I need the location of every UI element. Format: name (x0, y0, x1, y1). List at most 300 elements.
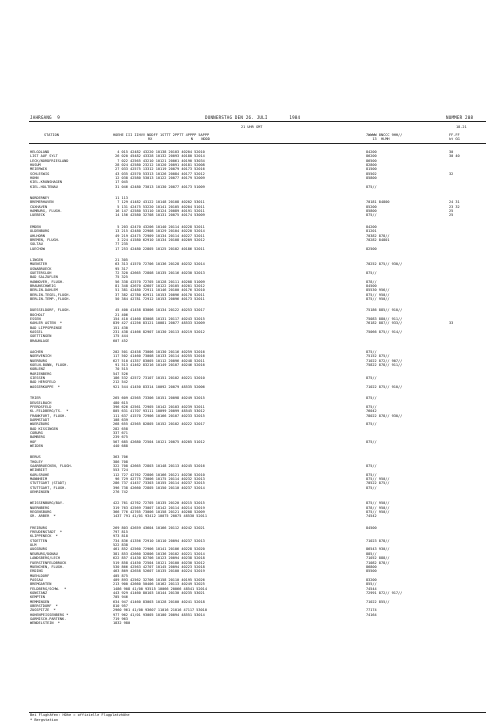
station-weather: 84500 (366, 525, 377, 530)
station-codes: 607 452 (113, 338, 128, 343)
group-spacer (366, 251, 402, 258)
station-name: KIEL-KRONSHAGEN (30, 180, 63, 185)
footnote-airports: Bei Flughäfen: HOhe = offizielle Flugplatzhöhe (30, 713, 130, 717)
station-codes: 213 900 42660 50406 10162 20113 40249 52025 (113, 582, 205, 587)
columns-rule (29, 143, 486, 144)
station-name: KONSTANZ (30, 590, 48, 595)
station-weather: 70522 875// (366, 481, 390, 486)
station-weather: 70382 878// (366, 233, 390, 238)
group-spacer (366, 343, 402, 350)
station-codes: 567 685 42680 72504 10121 20075 40205 51012 (113, 439, 205, 444)
station-wind: 25 (449, 209, 454, 214)
station-name: HELGOLAND (30, 150, 50, 154)
issue-label: JAHRGANG 9 (30, 115, 60, 120)
station-weather: 86543 930// (366, 547, 390, 552)
station-wind: 30 40 (449, 154, 460, 159)
station-names-column (30, 150, 73, 626)
station-wind: 23 32 (449, 204, 460, 209)
station-codes: 386 708 (113, 459, 128, 464)
station-codes: 26 020 45482 43328 10132 20093 40180 52014 (113, 154, 205, 159)
group-spacer (113, 519, 207, 526)
station-name: PASSAU (30, 577, 43, 582)
station-name: MARIENBERG (30, 371, 52, 376)
station-weather: 74164 (366, 612, 377, 617)
group-spacer (449, 519, 460, 526)
station-weather: 82500 (366, 246, 377, 251)
group-spacer (113, 389, 207, 396)
station-weather: 71022 875// 910// (366, 384, 403, 389)
group-spacer (366, 218, 402, 225)
station-weather (366, 621, 402, 625)
station-name: DUESSELDORF, FLUGH. (30, 308, 71, 313)
station-name: REGENSBURG (30, 510, 52, 515)
station-weather: 76182 887// 933// (366, 321, 403, 326)
observation-time: 21 UHR GMT (241, 125, 263, 129)
station-name: HOF (30, 439, 37, 444)
station-weather: 878// (366, 279, 377, 284)
station-name: GR. ARBER * (30, 514, 56, 519)
station-name: KAHLER ASTEN * (30, 321, 63, 326)
station-name: KEMPTEN (30, 595, 45, 600)
station-codes: 43 035 42570 53313 10126 20084 40177 52012 (113, 171, 205, 176)
station-codes: 519 858 41450 72504 10121 20100 40230 52012 (113, 560, 205, 565)
station-weather: 875// (366, 270, 377, 275)
station-codes: 810 957 (113, 603, 128, 608)
station-weather: 875// 950// (366, 477, 390, 481)
station-codes: 480 615 (113, 400, 128, 405)
station-weather: 86200 (366, 154, 377, 159)
header-rule (29, 121, 486, 122)
station-weather: 875// 950// (366, 296, 390, 301)
station-name: LIST AUF SYLT (30, 154, 58, 159)
station-name: FREIBURG (30, 525, 48, 530)
station-codes: 5 203 42470 43206 10140 20114 40228 52011 (113, 224, 205, 229)
group-spacer (366, 494, 402, 501)
station-name: WEISSENBURG/BAY. (30, 501, 65, 506)
station-name: LUEBECK (30, 213, 45, 218)
station-codes: 11 113 (113, 196, 128, 201)
station-codes: 805 631 41707 93111 10099 20099 48545 53012 (113, 409, 205, 414)
station-weather: 875// (366, 472, 377, 477)
station-name: CUXHAVEN (30, 204, 48, 209)
station-weather: 875// (366, 485, 377, 490)
station-wind (449, 621, 460, 625)
station-name: STUTTGART, FLUGH. (30, 485, 67, 490)
column-codes-sub: RX N NDDD (148, 137, 210, 141)
station-name: LINGEN (30, 257, 43, 262)
station-name: MEMMINGEN (30, 599, 50, 604)
station-codes: 440 688 (113, 443, 128, 448)
group-spacer (113, 494, 207, 501)
station-weather: 875// (366, 350, 377, 355)
station-name: WEINBIET (30, 468, 48, 473)
station-name: THOLEY (30, 459, 43, 464)
station-weather: 82800 (366, 163, 377, 168)
group-spacer (30, 448, 73, 455)
station-name: FELDBERG/SCHW. * (30, 586, 67, 591)
station-name: SAARBRUECKEN, FLUGH. (30, 463, 73, 468)
station-name: HOHN (30, 176, 39, 181)
station-name: TRIER (30, 396, 41, 401)
station-name: MEIERWIK (30, 167, 48, 172)
station-weather: 85200 (366, 204, 377, 209)
station-codes: 269 803 42659 43604 10166 20112 40242 52021 (113, 525, 205, 530)
group-spacer (30, 218, 73, 225)
station-weather: 71022 855// (366, 599, 390, 604)
station-codes: 977 962 41/01 93005 10100 20094 48551 53014 (113, 612, 205, 617)
station-name: GUETERSLOH (30, 270, 52, 275)
station-codes: 45 400 41458 83006 10134 20122 40253 52017 (113, 308, 205, 313)
station-weather: 70282 84801 (366, 237, 390, 242)
station-name: BREMERHAVEN (30, 200, 54, 205)
station-codes: 2960 961 41/00 93607 11016 21016 47117 53010 (113, 608, 207, 613)
station-name: NORDERNEY (30, 196, 50, 201)
station-name: HOHENPEISSENBERG * (30, 612, 69, 617)
station-weather: 81500 (366, 167, 377, 172)
group-spacer (113, 448, 207, 455)
station-name: BERUS (30, 455, 41, 460)
station-codes: 16 147 42580 53110 10124 20089 40191 52011 (113, 209, 205, 214)
station-weather: 74544 (366, 586, 377, 591)
group-spacer (449, 251, 460, 258)
station-codes: 443 929 41460 80103 10144 20130 40235 53021 (113, 590, 205, 595)
station-weather: 875// (366, 439, 377, 444)
station-codes: 921 544 41450 83314 10092 20079 48535 52006 (113, 384, 205, 389)
group-spacer (113, 251, 207, 258)
station-wind: 32 (449, 171, 454, 176)
station-weather: 83200 (366, 577, 377, 582)
station-codes: 1832 980 (113, 621, 131, 626)
station-name: BREMGARTEN (30, 582, 52, 587)
period-label: 18-21 (456, 125, 467, 129)
station-codes: 175 444 (113, 334, 128, 339)
station-codes: 111 637 41570 72906 10166 20107 40233 52015 (113, 413, 205, 418)
station-weather: 875// (366, 404, 377, 409)
station-name: EMDEN (30, 224, 41, 229)
station-weather: 75822 878// 911// (366, 363, 403, 368)
station-name: NUERNBERG (30, 505, 50, 510)
station-name: BERLIN-TEMP.,FLUGH. (30, 296, 71, 301)
station-name: BAMBERG (30, 435, 45, 440)
station-weather: 875// 950// (366, 501, 390, 506)
station-weather: 86500 (366, 158, 377, 163)
station-weather: 855// (366, 582, 377, 587)
station-codes: 276 742 (113, 490, 128, 495)
station-codes: 63 313 41570 72706 10136 20128 40232 52014 (113, 262, 205, 267)
station-weather: 875// (366, 463, 377, 468)
station-name: OSNABRUECK (30, 266, 52, 271)
station-name: WENDELSTEIN * (30, 621, 60, 626)
station-name: BRAUNLAGE (30, 338, 50, 343)
station-weather: 72991 872// 917// (366, 590, 403, 595)
station-name: MANNHEIM (30, 477, 48, 481)
station-codes: 21 406 (113, 312, 128, 317)
station-codes: 363 706 (113, 455, 128, 460)
station-weather: 875// 950// (366, 510, 390, 515)
group-spacer (113, 189, 207, 196)
station-codes: 268 655 42565 82805 10152 20102 40222 52017 (113, 422, 205, 427)
station-codes: 96 729 42775 73006 10175 20114 40232 52013 (113, 477, 205, 481)
station-name: AUGSBURG (30, 547, 48, 552)
station-name: KLIPPENECK * (30, 534, 58, 539)
group-spacer (113, 218, 207, 225)
station-name: HANNOVER, FLUGH. (30, 279, 65, 284)
station-name: BRAUNSCHWEIG (30, 283, 56, 288)
station-codes: 322 708 42665 72803 10148 20113 40245 52016 (113, 463, 205, 468)
group-spacer (449, 389, 460, 396)
station-name: KIEL-HOLTENAU (30, 184, 58, 189)
station-wind: 24 31 (449, 200, 460, 205)
station-name: LUECHOW (30, 246, 45, 251)
station-codes: 705 946 (113, 595, 128, 600)
station-codes: 319 763 42569 73007 10142 20114 40214 52019 (113, 505, 205, 510)
station-name: COBURG (30, 430, 43, 435)
station-codes: 973 818 (113, 534, 128, 539)
station-codes: 108 639 (113, 417, 128, 422)
station-name: KOELN-BONN, FLUGH. (30, 363, 69, 368)
station-name: MUENSTER (30, 262, 48, 267)
station-weather: 71082 878// (366, 560, 390, 565)
station-name: KL.FELDBERG/TS. * (30, 409, 69, 414)
station-weather: 84500 (366, 283, 377, 288)
station-codes: 77 235 (113, 242, 128, 247)
station-name: LANDSBERG/LECH (30, 556, 60, 561)
group-spacer (366, 448, 402, 455)
station-codes: 212 542 (113, 380, 128, 385)
station-name: GIESSEN (30, 376, 45, 381)
station-name: FREUDENSTADT * (30, 530, 63, 535)
station-codes: 17 045 (113, 180, 128, 185)
group-spacer (449, 189, 460, 196)
station-weather: 875// (366, 396, 377, 401)
group-spacer (449, 218, 460, 225)
date-label: DONNERSTAG DEN 26. JULI 1984 (205, 115, 301, 120)
column-weather-sub: 13 HLMH (366, 137, 390, 141)
station-name: MUEHLDORF (30, 573, 50, 578)
group-spacer (30, 389, 73, 396)
station-name: GOETTINGEN (30, 334, 52, 339)
footnote-mountain-station: * Bergstation (30, 718, 59, 722)
station-codes: 154 410 41460 83008 10131 20117 40243 52015 (113, 317, 205, 321)
station-codes: 1486 908 41/00 93515 10066 20066 48541 52014 (113, 586, 207, 591)
station-name: BAD KISSINGEN (30, 426, 58, 431)
station-codes: 14 156 42580 32708 10131 20075 40174 53009 (113, 213, 205, 218)
station-name: KARLSRUHE (30, 472, 50, 477)
station-name: DARMSTADT (30, 417, 50, 422)
station-codes: 422 761 42762 72705 10135 20120 40215 52015 (113, 501, 205, 506)
station-codes: 522 838 (113, 543, 128, 548)
station-name: BOCHOLT (30, 312, 45, 317)
station-codes: 4 015 42482 43220 10138 20103 40204 52010 (113, 150, 205, 154)
station-name: OBERSTDORF * (30, 603, 58, 608)
station-codes: 366 776 42765 73006 10158 20121 40208 52009 (113, 510, 205, 515)
station-weather: 75152 875// (366, 354, 390, 359)
station-weather: 875// (366, 422, 377, 427)
station-codes: 734 836 41356 72910 10110 20094 40237 52013 (113, 538, 205, 543)
station-codes: 239 675 (113, 435, 128, 440)
station-codes: 17 253 42480 22805 10125 20102 40186 52011 (113, 246, 205, 251)
station-codes: 49 219 42475 72909 10134 20114 40227 52011 (113, 233, 205, 238)
group-spacer (366, 389, 402, 396)
station-codes: 530 866 42563 42707 10145 20094 40223 52018 (113, 564, 205, 569)
station-codes: 7 022 42565 43210 10121 20061 40190 53034 (113, 158, 205, 163)
station-weather: 85500 (366, 569, 377, 574)
station-name: GARMISCH-PARTENK. (30, 616, 67, 621)
station-codes: 151 430 (113, 325, 128, 330)
station-weather: 885// (366, 551, 377, 556)
station-weather: 78022 878// 930// (366, 413, 403, 418)
station-codes: 381 853 42660 32806 10136 20102 40221 52014 (113, 551, 205, 556)
station-weather-column (366, 150, 402, 626)
station-weather: 84200 (366, 224, 377, 229)
column-wind-sub: kt GG (449, 137, 460, 141)
station-codes: 396 626 42561 72905 10142 20103 40239 52011 (113, 404, 205, 409)
station-name: PFERDSFELD (30, 404, 52, 409)
station-name: NEUBURG/DONAU (30, 551, 58, 556)
station-codes: 797 815 (113, 530, 128, 535)
station-codes: 405 875 (113, 573, 128, 578)
station-codes: 37 382 42780 62911 10153 20096 40170 52011 (113, 292, 205, 297)
column-station: STATION (44, 133, 59, 137)
station-codes: 81 348 42670 42607 10122 20105 40201 52012 (113, 283, 205, 288)
station-name: HUSUM (30, 163, 41, 168)
station-codes: 202 501 42458 73006 10130 20116 40259 52016 (113, 350, 205, 355)
station-weather: 875// (366, 213, 377, 218)
station-codes: 91 513 41462 83216 10149 20107 40246 52016 (113, 363, 205, 368)
station-codes: 409 893 42562 32706 10158 20110 40195 52026 (113, 577, 205, 582)
station-name: ESSEN (30, 317, 41, 321)
station-name: KASSEL (30, 330, 43, 335)
station-codes: 1437 791 41/01 93412 10075 20075 48530 52011 (113, 514, 207, 519)
station-weather: 86800 (366, 564, 377, 569)
station-codes: 634 947 41460 83003 10128 20100 40241 52018 (113, 599, 205, 604)
group-spacer (449, 448, 460, 455)
station-weather: 75083 880// 911// (366, 317, 403, 321)
station-name: KOBLENZ (30, 367, 45, 372)
station-name: ERDING (30, 569, 43, 574)
station-codes: 396 738 42660 72805 10150 20110 40237 52014 (113, 485, 205, 490)
station-codes: 3 224 41580 62910 10134 20108 40209 52012 (113, 237, 205, 242)
station-codes: 286 737 41457 73303 10155 20114 40237 52015 (113, 481, 205, 486)
station-codes: 839 427 41256 83121 10081 20077 48533 52009 (113, 321, 205, 326)
station-weather: 71023 878// (366, 538, 390, 543)
station-codes: 112 727 42762 72806 10166 20121 40236 52010 (113, 472, 205, 477)
station-codes: 56 338 42570 72705 10128 20111 40208 51009 (113, 279, 205, 284)
station-weather: 875// (366, 376, 377, 381)
station-codes: 31 046 42480 73013 10130 20077 40173 51009 (113, 184, 205, 189)
group-spacer (449, 494, 460, 501)
station-wind-column (449, 150, 460, 626)
station-codes: 461 852 42560 72906 10141 20106 40228 52020 (113, 547, 205, 552)
station-name: MUENCHEN, FLUGH. (30, 564, 65, 569)
station-codes: 51 381 42480 72911 10146 20100 40176 52010 (113, 288, 205, 293)
group-spacer (30, 494, 73, 501)
station-wind: 25 (449, 213, 454, 218)
station-weather: 85800 (366, 209, 377, 214)
station-codes: 75 325 (113, 275, 128, 280)
station-name: OEHRINGEN (30, 490, 50, 495)
station-name: AHLHORN (30, 233, 45, 238)
column-wind: FF-FF (449, 133, 460, 137)
station-name: STOETTEN (30, 538, 48, 543)
station-name: BAD HERSFELD (30, 380, 56, 385)
column-codes: HOEHE III IIHVV NDDFF 1STTT 2PPTT 4PPPP 5APPP (113, 133, 210, 137)
station-weather: 84200 (366, 150, 377, 154)
group-spacer (449, 343, 460, 350)
group-spacer (30, 343, 73, 350)
station-codes: 282 658 (113, 426, 128, 431)
station-name: SCHLESWIG (30, 171, 50, 176)
station-name: NUERBURG (30, 358, 48, 363)
station-name: NOERVENICH (30, 354, 52, 359)
station-name: SOLTAU (30, 242, 43, 247)
station-codes: 13 215 42480 22908 10129 20104 40220 52014 (113, 229, 205, 234)
station-name: BREMEN, FLUGH. (30, 237, 60, 242)
group-spacer (366, 189, 402, 196)
station-codes: 627 510 41357 83005 10112 20096 40248 52011 (113, 358, 205, 363)
station-codes: 186 532 42572 73107 10151 20102 40221 52010 (113, 376, 205, 381)
station-weather: 77174 (366, 608, 377, 613)
group-spacer (30, 251, 73, 258)
station-weather: 75066 875// 914// (366, 330, 403, 335)
station-name: LECK/NORDFRIESLAND (30, 158, 69, 163)
station-codes: 21 305 (113, 257, 128, 262)
station-codes: 95 317 (113, 266, 128, 271)
station-weather: 70252 875// 930// (366, 262, 403, 267)
station-name: OLDENBURG (30, 229, 50, 234)
group-spacer (449, 301, 460, 308)
station-name: ULM (30, 543, 37, 548)
group-spacer (30, 519, 73, 526)
station-codes: 547 526 (113, 371, 128, 376)
station-codes: 70 515 (113, 367, 128, 372)
station-name: BERLIN-DAHLEM (30, 288, 58, 293)
station-weather: 74542 (366, 514, 377, 519)
station-weather: 85502 (366, 171, 377, 176)
station-weather: 875// 950// (366, 292, 390, 297)
station-name: BERLIN-TEGEL,FLUGH. (30, 292, 71, 297)
station-codes: 72 320 42665 72808 10135 20116 40230 52013 (113, 270, 205, 275)
station-codes: 28 024 42580 23212 10120 20091 40181 52008 (113, 163, 205, 168)
station-codes: 7 129 41482 43122 10148 20108 40202 53011 (113, 200, 205, 205)
group-spacer (30, 301, 73, 308)
station-weather: 70181 84800 (366, 200, 390, 205)
station-name: ZUGSPITZE * (30, 608, 56, 613)
station-codes: 463 869 42658 52607 10135 20100 40224 52019 (113, 569, 205, 574)
station-weather: 76042 (366, 409, 377, 414)
group-spacer (113, 301, 207, 308)
station-weather: 875// (366, 184, 377, 189)
group-spacer (366, 519, 402, 526)
station-name: DEUSELBACH (30, 400, 52, 405)
station-name: WEIDEN (30, 443, 43, 448)
station-weather: 71022 872// 907// (366, 358, 403, 363)
station-name: WASSERKUPPE * (30, 384, 60, 389)
station-codes: 12 038 42580 53013 10122 20077 40179 52009 (113, 176, 205, 181)
station-codes: 117 502 41460 73008 10133 20114 40255 52016 (113, 354, 205, 359)
station-name: FUERSTENFELDBRUCK (30, 560, 67, 565)
station-codes: 5 131 42475 53220 10141 20105 40204 51011 (113, 204, 205, 209)
station-codes: 27 033 42575 13312 10119 20079 40173 52016 (113, 167, 205, 172)
group-spacer (366, 301, 402, 308)
station-codes: 50 384 42781 72912 10153 20096 40173 52011 (113, 296, 205, 301)
group-spacer (113, 343, 207, 350)
station-name: FRANKFURT, FLUGH. (30, 413, 67, 418)
station-name: STUTTGART (STADT) (30, 481, 67, 486)
column-weather: 7WWWW 8NCCC 9HH// (366, 133, 403, 137)
station-codes: 265 609 42565 73306 10151 20098 40249 52015 (113, 396, 205, 401)
issue-number: NUMMER 208 (446, 115, 474, 120)
